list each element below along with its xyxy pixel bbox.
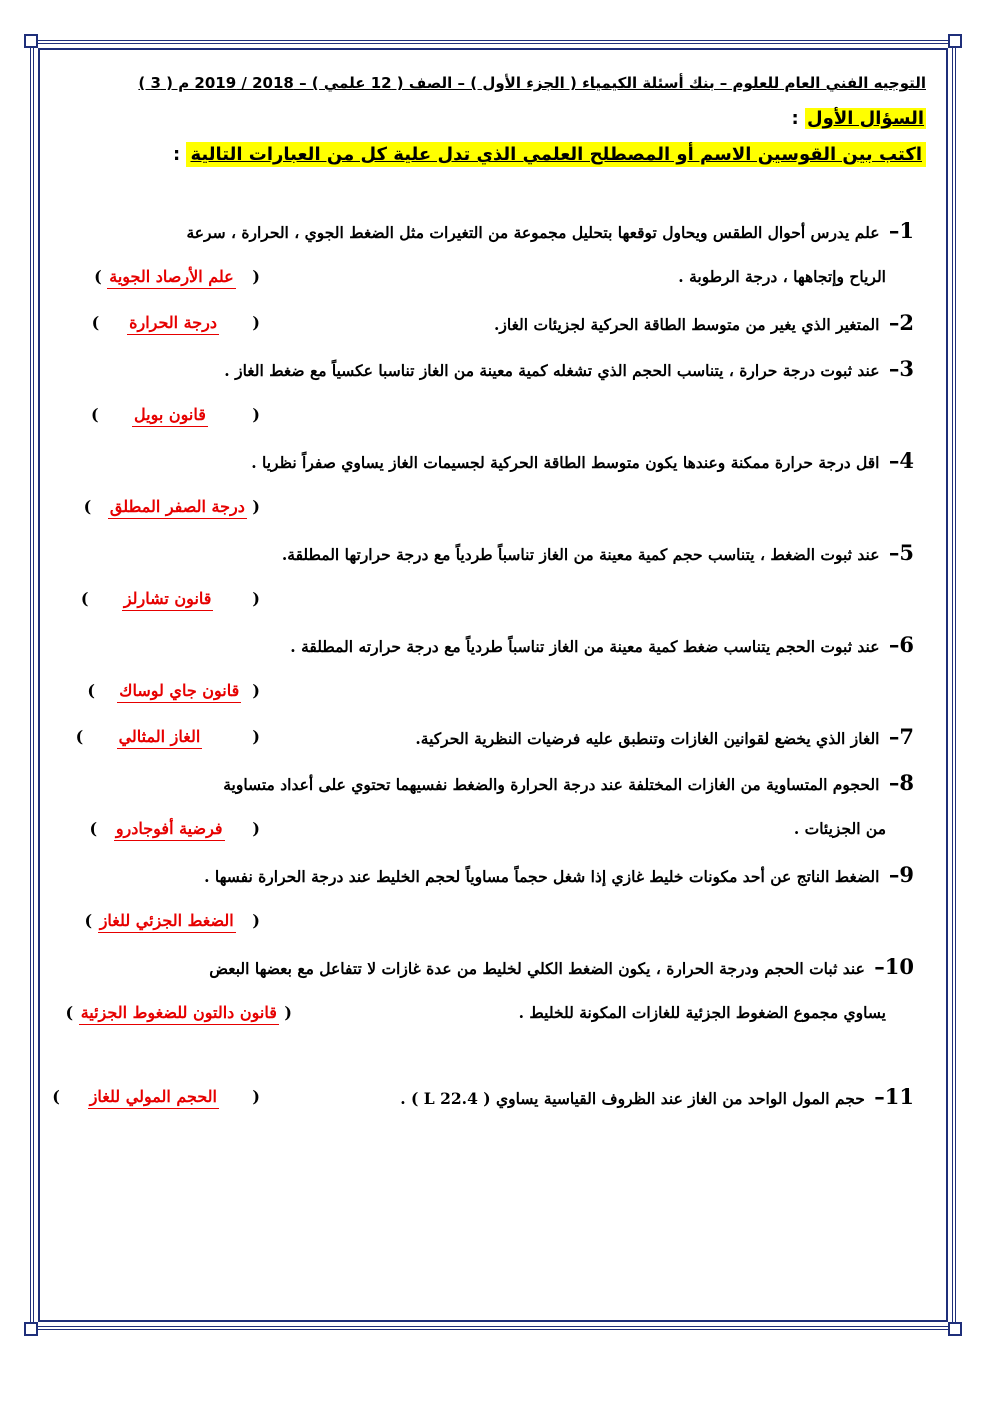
- bracket-open: (: [252, 819, 260, 838]
- item-number: 5–: [888, 540, 914, 565]
- spacer: [60, 1036, 926, 1074]
- list-item: [60, 714, 926, 760]
- answer-text: درجة الصفر المطلق: [108, 496, 247, 519]
- answer-text: درجة الحرارة: [127, 312, 219, 335]
- list-item-continuation: [60, 898, 926, 944]
- item-statement: عند ثبوت الضغط ، يتناسب حجم كمية معينة من الغاز تناسباً طردياً مع درجة حرارتها المطلقة.: [281, 545, 880, 564]
- bracket-close: ): [83, 497, 92, 516]
- answer-text: قانون جاي لوساك: [117, 680, 241, 703]
- bracket-close: ): [80, 589, 89, 608]
- answer-blank: [60, 254, 260, 300]
- list-item-continuation: [60, 392, 926, 438]
- frame-corner: [24, 34, 38, 48]
- list-item-continuation: [60, 668, 926, 714]
- list-item-continuation: [60, 254, 926, 300]
- answer-blank: [60, 990, 292, 1036]
- answer-text: قانون بويل: [132, 404, 208, 427]
- bracket-open: (: [252, 405, 260, 424]
- answer-blank: [60, 668, 260, 714]
- list-item: [60, 944, 926, 990]
- item-statement: عند ثبات الحجم ودرجة الحرارة ، يكون الضغط الكلي لخليط من عدة غازات لا تتفاعل مع بعضها البعض: [209, 959, 865, 978]
- frame-corner: [948, 1322, 962, 1336]
- bracket-close: ): [89, 819, 98, 838]
- bracket-open: (: [252, 681, 260, 700]
- list-item: [60, 760, 926, 806]
- bracket-close: ): [84, 911, 93, 930]
- answer-text: الضغط الجزئي للغاز: [98, 910, 236, 933]
- item-statement-line2: الرياح وإتجاهها ، درجة الرطوبة .: [678, 267, 886, 286]
- item-number: 7–: [888, 724, 914, 749]
- item-number: 6–: [888, 632, 914, 657]
- item-number: 8–: [888, 770, 914, 795]
- frame-corner: [24, 1322, 38, 1336]
- bracket-open: (: [252, 911, 260, 930]
- list-item: [60, 346, 926, 392]
- list-item-continuation: [60, 484, 926, 530]
- bracket-close: ): [94, 267, 102, 286]
- bracket-close: ): [91, 405, 99, 424]
- answer-blank: [60, 714, 260, 760]
- bracket-open: (: [284, 1003, 292, 1022]
- list-item: [60, 300, 926, 346]
- answer-blank: [52, 1074, 260, 1120]
- document-header: التوجيه الفني العام للعلوم – بنك أسئلة الكيمياء ( الجزء الأول ) – الصف ( 12 علمي ) – 2018 / 2019 م ( 3 ): [138, 74, 926, 92]
- bracket-open: (: [252, 497, 260, 516]
- question-title-colon: :: [791, 108, 799, 129]
- list-item-continuation: [60, 806, 926, 852]
- question-title-text: السؤال الأول: [807, 108, 924, 129]
- bracket-close: ): [65, 1003, 74, 1022]
- bracket-open: (: [252, 313, 260, 332]
- list-item: [52, 1074, 926, 1120]
- instruction-text: اكتب بين القوسين الاسم أو المصطلح العلمي الذي تدل علية كل من العبارات التالية: [186, 142, 926, 167]
- item-number: 11–: [874, 1084, 914, 1109]
- item-statement: حجم المول الواحد من الغاز عند الظروف القياسية يساوي ( 22.4 L ) .: [400, 1089, 865, 1108]
- answer-blank: [60, 898, 260, 944]
- document-page: [52, 70, 926, 1120]
- question-title: [60, 104, 926, 134]
- item-number: 2–: [888, 310, 914, 335]
- bracket-close: ): [52, 1087, 60, 1106]
- bracket-open: (: [252, 589, 260, 608]
- item-statement-line2: من الجزيئات .: [793, 819, 886, 838]
- answer-blank: [60, 300, 260, 346]
- item-statement: الضغط الناتج عن أحد مكونات خليط غازي إذا شغل حجماً مساوياً لحجم الخليط عند درجة الحرارة نفسها .: [204, 867, 880, 886]
- list-item: [60, 208, 926, 254]
- bracket-open: (: [252, 267, 260, 286]
- answer-text: الحجم المولي للغاز: [88, 1086, 219, 1109]
- bracket-open: (: [252, 1087, 260, 1106]
- answer-text: قانون دالتون للضغوط الجزئية: [79, 1002, 279, 1025]
- instruction-colon: :: [172, 144, 181, 165]
- list-item: [60, 438, 926, 484]
- item-statement-line2: يساوي مجموع الضغوط الجزئية للغازات المكونة للخليط .: [518, 1003, 886, 1022]
- item-number: 1–: [888, 218, 914, 243]
- question-instruction: [60, 140, 926, 170]
- answer-text: فرضية أفوجادرو: [114, 818, 225, 841]
- list-item: [60, 622, 926, 668]
- item-statement: الحجوم المتساوية من الغازات المختلفة عند درجة الحرارة والضغط نفسيهما تحتوي على أعداد متساوية: [223, 775, 880, 794]
- item-number: 4–: [888, 448, 914, 473]
- item-number: 10–: [874, 954, 914, 979]
- item-statement: المتغير الذي يغير من متوسط الطاقة الحركية لجزيئات الغاز.: [493, 315, 880, 334]
- frame-corner: [948, 34, 962, 48]
- bracket-open: (: [252, 727, 260, 746]
- bracket-close: ): [87, 681, 95, 700]
- item-number: 9–: [888, 862, 914, 887]
- item-number: 3–: [888, 356, 914, 381]
- item-statement: علم يدرس أحوال الطقس ويحاول توقعها بتحليل مجموعة من التغيرات مثل الضغط الجوي ، الحرارة ، سرعة: [186, 223, 880, 242]
- answer-text: علم الأرصاد الجوية: [107, 266, 235, 289]
- item-statement: عند ثبوت الحجم يتناسب ضغط كمية معينة من الغاز تناسباً طردياً مع درجة حرارته المطلقة .: [290, 637, 880, 656]
- list-item-continuation: [60, 990, 926, 1036]
- answer-text: قانون تشارلز: [122, 588, 214, 611]
- item-statement: عند ثبوت درجة حرارة ، يتناسب الحجم الذي تشغله كمية معينة من الغاز تناسبا عكسياً مع ضغط الغاز .: [224, 361, 880, 380]
- list-item: [60, 530, 926, 576]
- bracket-close: ): [75, 727, 84, 746]
- answer-blank: [60, 392, 260, 438]
- item-statement: الغاز الذي يخضع لقوانين الغازات وتنطبق عليه فرضيات النظرية الحركية.: [415, 729, 880, 748]
- list-item-continuation: [60, 576, 926, 622]
- answer-blank: [60, 806, 260, 852]
- answer-blank: [60, 484, 260, 530]
- answer-text: الغاز المثالي: [117, 726, 203, 749]
- answer-blank: [60, 576, 260, 622]
- list-item: [60, 852, 926, 898]
- item-statement: اقل درجة حرارة ممكنة وعندها يكون متوسط الطاقة الحركية لجسيمات الغاز يساوي صفراً نظريا .: [251, 453, 880, 472]
- bracket-close: ): [91, 313, 100, 332]
- question-items: [52, 208, 926, 1120]
